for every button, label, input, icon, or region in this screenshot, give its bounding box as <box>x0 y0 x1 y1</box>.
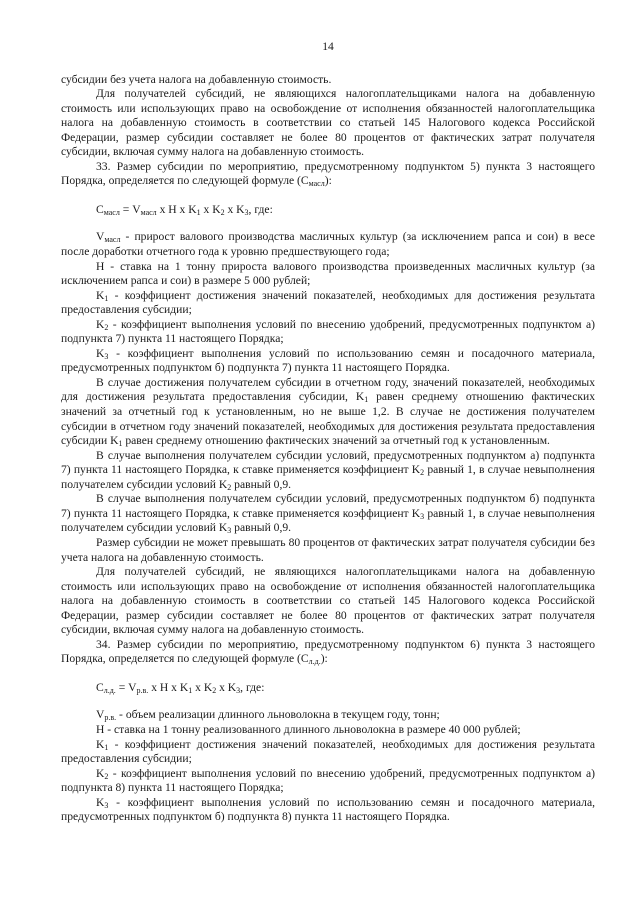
paragraph-k2-rule: В случае выполнения получателем субсидии условий, предусмотренных подпунктом а) подпункта 7) пункта 11 настоящего Порядка, к ставке применяется коэффициент $K_2$ равный 1, в случае невыполнения получателем субсидии условий $K_2$ равный 0,9. <box>61 448 596 492</box>
formula-34: $C_{л.д.} = V_{р.в.}$ х Н х $K_1$ х $K_2$ х $K_3$, где: <box>96 680 265 695</box>
definition-v-masl: $V_{масл}$ - прирост валового производства масличных культур (за исключением рапса и сои) в весе после доработки отчетного года к уровню предшествующего года; <box>61 230 595 259</box>
document-page <box>61 40 595 890</box>
paragraph-k1-rule: В случае достижения получателем субсидии в отчетном году, значений показателей, необходимых для достижения результата предоставления субсидии, $K_1$ равен среднему отношению фактических значений за отчетный год к установленным, но не выше 1,2. В случае не достижения получателем субсидии в отчетном году значений показателей, необходимых для достижения результата предоставления субсидии $K_1$ равен среднему отношению фактических значений за отчетный год к установленным. <box>61 375 596 449</box>
paragraph-vat-exempt: Для получателей субсидий, не являющихся налогоплательщиками налога на добавленную стоимость или использующих право на освобождение от исполнения обязанностей налогоплательщика налога на добавленную стоимость в соответствии со статьей 145 Налогового кодекса Российской Федерации, размер субсидии составляет не более 80 процентов от фактических затрат получателя субсидии, включая сумму налога на добавленную стоимость. <box>61 87 595 159</box>
paragraph-item-33: 33. Размер субсидии по мероприятию, предусмотренному подпунктом 5) пункта 3 настоящего Порядка, определяется по следующей формуле $(C_{масл})$: <box>61 159 595 189</box>
definition-k2: $K_2$ - коэффициент выполнения условий по внесению удобрений, предусмотренных подпунктом а) подпункта 7) пункта 11 настоящего Порядка; <box>61 317 595 346</box>
definition-k1-2: $K_1$ - коэффициент достижения значений показателей, необходимых для достижения результата предоставления субсидии; <box>61 737 595 766</box>
formula-33: $C_{масл} = V_{масл}$ х Н х $K_1$ х $K_2$ х $K_3$, где: <box>96 202 273 217</box>
page-number: 14 <box>322 40 334 53</box>
paragraph-vat-exempt-2: Для получателей субсидий, не являющихся налогоплательщиками налога на добавленную стоимость или использующих право на освобождение от исполнения обязанностей налогоплательщика налога на добавленную стоимость в соответствии со статьей 145 Налогового кодекса Российской Федерации, размер субсидии составляет не более 80 процентов от фактических затрат получателя субсидии, включая сумму налога на добавленную стоимость. <box>61 565 595 637</box>
paragraph-item-34: 34. Размер субсидии по мероприятию, предусмотренному подпунктом 6) пункта 3 настоящего Порядка, определяется по следующей формуле $(C_{л.д.})$: <box>61 637 595 667</box>
definition-rate-h-2: Н - ставка на 1 тонну реализованного длинного льноволокна в размере 40 000 рублей; <box>96 722 521 736</box>
definition-k3: $K_3$ - коэффициент выполнения условий по использованию семян и посадочного материала, предусмотренных подпунктом б) подпункта 7) пункта 11 настоящего Порядка. <box>61 346 595 375</box>
definition-k1: $K_1$ - коэффициент достижения значений показателей, необходимых для достижения результата предоставления субсидии; <box>61 288 595 317</box>
definition-k2-2: $K_2$ - коэффициент выполнения условий по внесению удобрений, предусмотренных подпунктом а) подпункта 8) пункта 11 настоящего Порядка; <box>61 766 595 795</box>
definition-k3-2: $K_3$ - коэффициент выполнения условий по использованию семян и посадочного материала, предусмотренных подпунктом б) подпункта 8) пункта 11 настоящего Порядка. <box>61 795 595 824</box>
definition-rate-h: Н - ставка на 1 тонну прироста валового производства произведенных масличных культур (за исключением рапса и сои) в размере 5 000 рублей; <box>61 259 595 288</box>
paragraph-continuation: субсидии без учета налога на добавленную стоимость. <box>61 72 332 86</box>
paragraph-k3-rule: В случае выполнения получателем субсидии условий, предусмотренных подпунктом б) подпункта 7) пункта 11 настоящего Порядка, к ставке применяется коэффициент $K_3$ равный 1, в случае невыполнения получателем субсидии условий $K_3$ равный 0,9. <box>61 492 596 536</box>
definition-v-rv: $V_{р.в.}$ - объем реализации длинного льноволокна в текущем году, тонн; <box>96 708 440 723</box>
paragraph-limit: Размер субсидии не может превышать 80 процентов от фактических затрат получателя субсидии без учета налога на добавленную стоимость. <box>61 535 595 564</box>
